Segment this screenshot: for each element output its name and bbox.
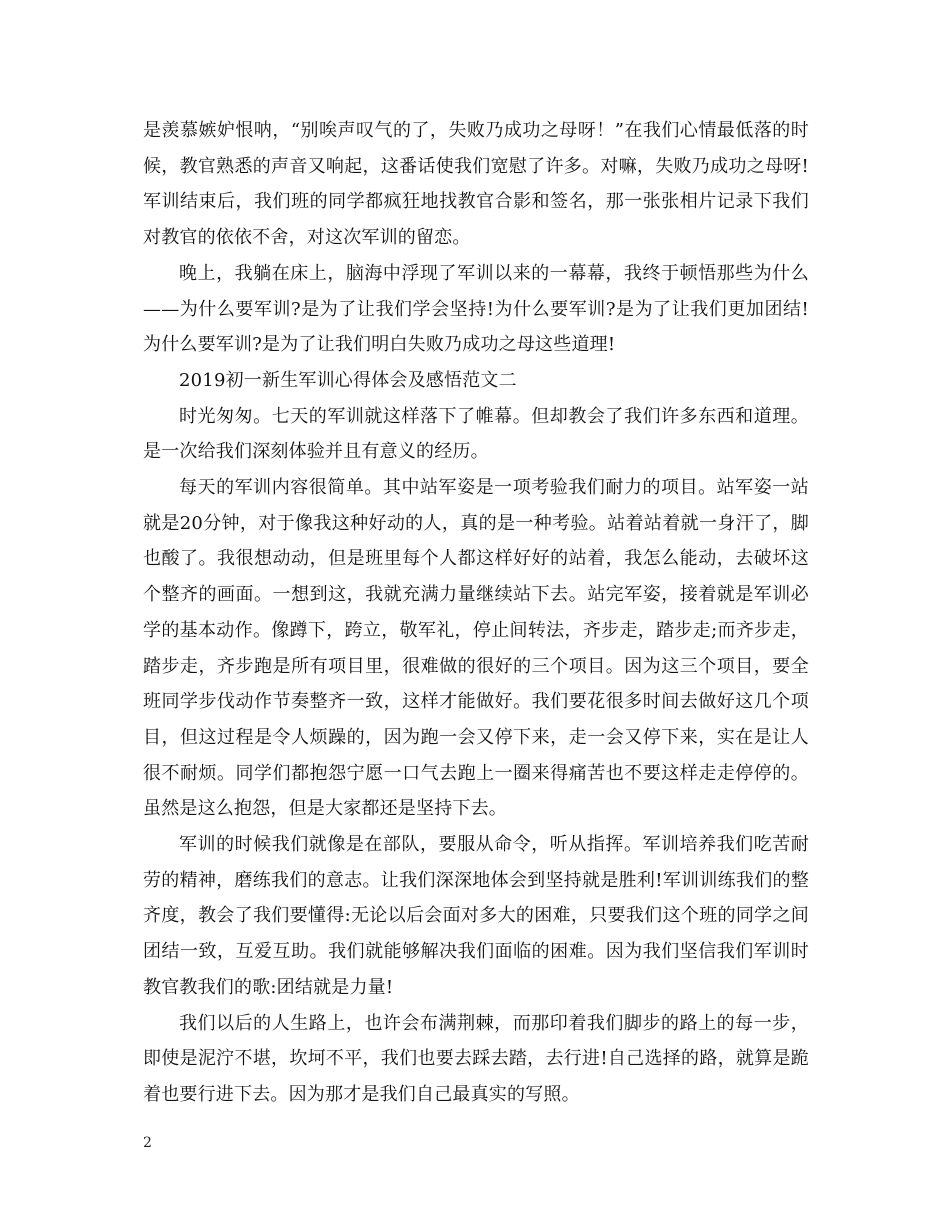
paragraph-daily-training: 每天的军训内容很简单。其中站军姿是一项考验我们耐力的项目。站军姿一站就是20分钟，对于像我这种好动的人，真的是一种考验。站着站着就一身汗了，脚也酸了。我很想动动，但是班里每个人都这样好好的站着，我怎么能动，去破坏这个整齐的画面。一想到这，我就充满力量继续站下去。站完军姿，接着就是军训必学的基本动作。像蹲下，跨立，敬军礼，停止间转法，齐步走，踏步走;而齐步走，踏步走，齐步跑是所有项目里，很难做的很好的三个项目。因为这三个项目，要全班同学步伐动作节奏整齐一致，这样才能做好。我们要花很多时间去做好这几个项目，但这过程是令人烦躁的，因为跑一会又停下来，走一会又停下来，实在是让人很不耐烦。同学们都抱怨宁愿一口气去跑上一圈来得痛苦也不要这样走走停停的。虽然是这么抱怨，但是大家都还是坚持下去。: [143, 477, 809, 820]
page-number: 2: [143, 1135, 152, 1151]
section-title: 2019初一新生军训心得体会及感悟范文二: [179, 369, 517, 391]
document-body: [143, 113, 809, 1113]
paragraph-life-road: 我们以后的人生路上，也许会布满荆棘，而那印着我们脚步的路上的每一步，即使是泥泞不堪，坎坷不平，我们也要去踩去踏，去行进!自己选择的路，就算是跪着也要行进下去。因为那才是我们自己最真实的写照。: [143, 1012, 809, 1105]
paragraph-continuation: 是羡慕嫉妒恨呐，“别唉声叹气的了，失败乃成功之母呀！”在我们心情最低落的时候，教官熟悉的声音又响起，这番话使我们宽慰了许多。对嘛，失败乃成功之母呀!军训结束后，我们班的同学都疯狂地找教官合影和签名，那一张张相片记录下我们对教官的依依不舍，对这次军训的留恋。: [143, 120, 809, 249]
paragraph-time-flies: 时光匆匆。七天的军训就这样落下了帷幕。但却教会了我们许多东西和道理。是一次给我们深刻体验并且有意义的经历。: [143, 405, 809, 463]
paragraph-obey-orders: 军训的时候我们就像是在部队，要服从命令，听从指挥。军训培养我们吃苦耐劳的精神，磨练我们的意志。让我们深深地体会到坚持就是胜利!军训训练我们的整齐度，教会了我们要懂得:无论以后会面对多大的困难，只要我们这个班的同学之间团结一致，互爱互助。我们就能够解决我们面临的困难。因为我们坚信我们军训时教官教我们的歌:团结就是力量!: [143, 834, 809, 998]
paragraph-night-reflection: 晚上，我躺在床上，脑海中浮现了军训以来的一幕幕，我终于顿悟那些为什么——为什么要军训?是为了让我们学会坚持!为什么要军训?是为了让我们更加团结!为什么要军训?是为了让我们明白失败乃成功之母这些道理!: [143, 262, 809, 356]
